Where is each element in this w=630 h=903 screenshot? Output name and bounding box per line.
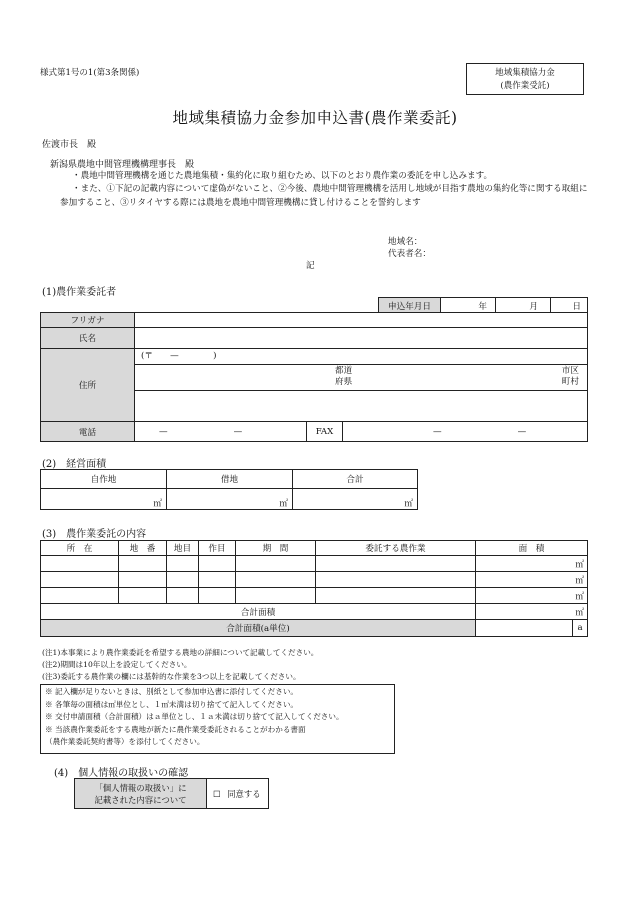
phone-dash1: — [159,426,168,437]
farm-area-table [40,469,418,510]
name-label: 氏名 [41,328,135,349]
page-title: 地域集積協力金参加申込書(農作業委託) [172,109,458,127]
cell[interactable] [236,588,316,604]
crop-header: 作目 [199,541,236,556]
note-3: (注3)委託する農作業の欄には基幹的な作業を3つ以上を記載してください。 [42,672,301,682]
badge-line2: (農作業受託) [500,81,550,91]
total-area-a-label: 合計面積(a単位) [41,620,476,637]
total-area-a-field[interactable] [476,620,588,637]
cell[interactable] [236,556,316,572]
leased-land-field[interactable] [167,489,293,510]
section3-heading: (3) 農作業委託の内容 [42,529,147,540]
cell[interactable] [119,588,167,604]
total-area-unit: ㎡ [575,607,584,618]
cell[interactable] [167,572,199,588]
agree-label: 同意する [227,788,261,799]
badge-line1: 地域集積協力金 [495,68,555,78]
agree-checkbox[interactable] [207,779,269,809]
consignment-table [40,540,588,637]
section4-heading: (4) 個人情報の取扱いの確認 [54,768,189,779]
area-cell[interactable] [476,572,588,588]
total-field[interactable] [293,489,418,510]
cell[interactable] [316,556,476,572]
table-row [41,556,588,572]
note-2: (注2)期間は10年以上を設定してください。 [42,660,192,670]
total-area-a-unit: a [577,623,583,633]
cell[interactable] [41,572,119,588]
application-date [378,297,588,313]
privacy-label-line1: 「個人情報の取扱い」に [94,782,187,793]
declaration-2: ・また、①下記の記載内容について虚偽がないこと、②今後、農地中間管理機構を活用し地域が目指す農地の集約化等に関する取組に参加すること、③リタイヤする際には農地を農地中間管理機構に貸し付けることを誓約します [60,184,588,208]
area-cell[interactable] [476,588,588,604]
form-type-badge [466,63,584,95]
month-label: 月 [529,301,538,312]
addressee-organization: 新潟県農地中間管理機構理事長 殿 [50,160,195,170]
postal-code: (〒 — ) [141,351,217,361]
leased-land-header: 借地 [167,470,293,489]
signature-block [388,236,431,260]
area-name-label: 地域名： [388,237,423,247]
table-row [41,572,588,588]
area-cell[interactable] [476,556,588,572]
fax-label: FAX [307,422,343,442]
privacy-label-line2: 記載された内容について [94,794,187,805]
cell[interactable] [119,556,167,572]
privacy-consent [74,778,269,809]
cell[interactable] [41,556,119,572]
address-line[interactable] [135,390,587,420]
notes [42,647,318,684]
area-unit: ㎡ [575,591,584,602]
instructions-box [40,684,395,754]
year-field[interactable] [441,298,496,314]
instruction-3: ※ 交付申請面積（合計面積）はａ単位とし、１ａ未満は切り捨てて記入してください。 [45,712,344,722]
cell[interactable] [167,556,199,572]
phone-label: 電話 [41,422,135,442]
total-header: 合計 [293,470,418,489]
prefecture-labels [335,366,352,388]
period-header: 期 間 [236,541,316,556]
cell[interactable] [199,572,236,588]
cell[interactable] [41,588,119,604]
cell[interactable] [236,572,316,588]
name-field[interactable] [135,328,588,349]
section2-heading: (2) 経営面積 [42,459,107,470]
address-label: 住所 [41,349,135,422]
own-land-unit: ㎡ [153,499,162,509]
applicant-table [40,312,588,442]
privacy-label [75,779,207,809]
fax-dash1: — [433,426,442,437]
land-category-header: 地目 [167,541,199,556]
month-field[interactable] [496,298,551,314]
own-land-header: 自作地 [41,470,167,489]
declaration-1: ・農地中間管理機構を通じた農地集積・集約化に取り組むため、以下のとおり農作業の委託を申し込みます。 [72,171,493,181]
prefecture-bottom: 府県 [335,377,353,387]
day-field[interactable] [551,298,588,314]
area-unit: ㎡ [575,559,584,570]
leased-land-unit: ㎡ [279,499,288,509]
note-1: (注1)本事業により農作業委託を希望する農地の詳細について記載してください。 [42,648,319,657]
municipality-bottom: 町村 [561,377,579,387]
area-unit: ㎡ [575,575,584,586]
cell[interactable] [167,588,199,604]
prefecture-top: 都道 [335,366,353,376]
checkbox-icon[interactable]: ☐ [213,788,221,799]
table-row [41,588,588,604]
area-header: 面 積 [476,541,588,556]
instruction-5: （農作業委託契約書等）を添付してください。 [45,737,205,747]
cell[interactable] [119,572,167,588]
section1-heading: (1)農作業委託者 [42,287,117,298]
furigana-label: フリガナ [41,313,135,328]
own-land-field[interactable] [41,489,167,510]
municipality-top: 市区 [561,366,579,376]
total-unit: ㎡ [404,499,413,509]
total-area-label: 合計面積 [41,604,476,620]
municipality-labels [562,366,579,388]
day-label: 日 [572,301,581,312]
location-header: 所 在 [41,541,119,556]
instruction-1: ※ 記入欄が足りないときは、別紙として参加申込書に添付してください。 [45,687,299,696]
ki-heading: 記 [306,261,315,271]
fax-dash2: — [517,426,527,437]
address-field[interactable] [135,349,588,422]
instruction-4: ※ 当該農作業委託をする農地が新たに農作業受委託されることがわかる書面 [45,724,306,734]
cell[interactable] [199,588,236,604]
cell[interactable] [316,588,476,604]
fax-field[interactable] [343,422,588,442]
cell[interactable] [199,556,236,572]
phone-dash2: — [233,426,243,437]
work-header: 委託する農作業 [316,541,476,556]
cell[interactable] [316,572,476,588]
year-label: 年 [478,301,487,312]
furigana-field[interactable] [135,313,588,328]
date-label: 申込年月日 [379,298,441,314]
addressee-mayor: 佐渡市長 殿 [42,140,97,150]
phone-field[interactable] [135,422,307,442]
total-area-field[interactable] [476,604,588,620]
lot-number-header: 地 番 [119,541,167,556]
instruction-2: ※ 各筆毎の面積は㎡単位とし、１㎡未満は切り捨てて記入してください。 [45,699,299,709]
representative-label: 代表者名： [388,249,431,259]
form-number: 様式第1号の1(第3条関係) [40,68,140,78]
